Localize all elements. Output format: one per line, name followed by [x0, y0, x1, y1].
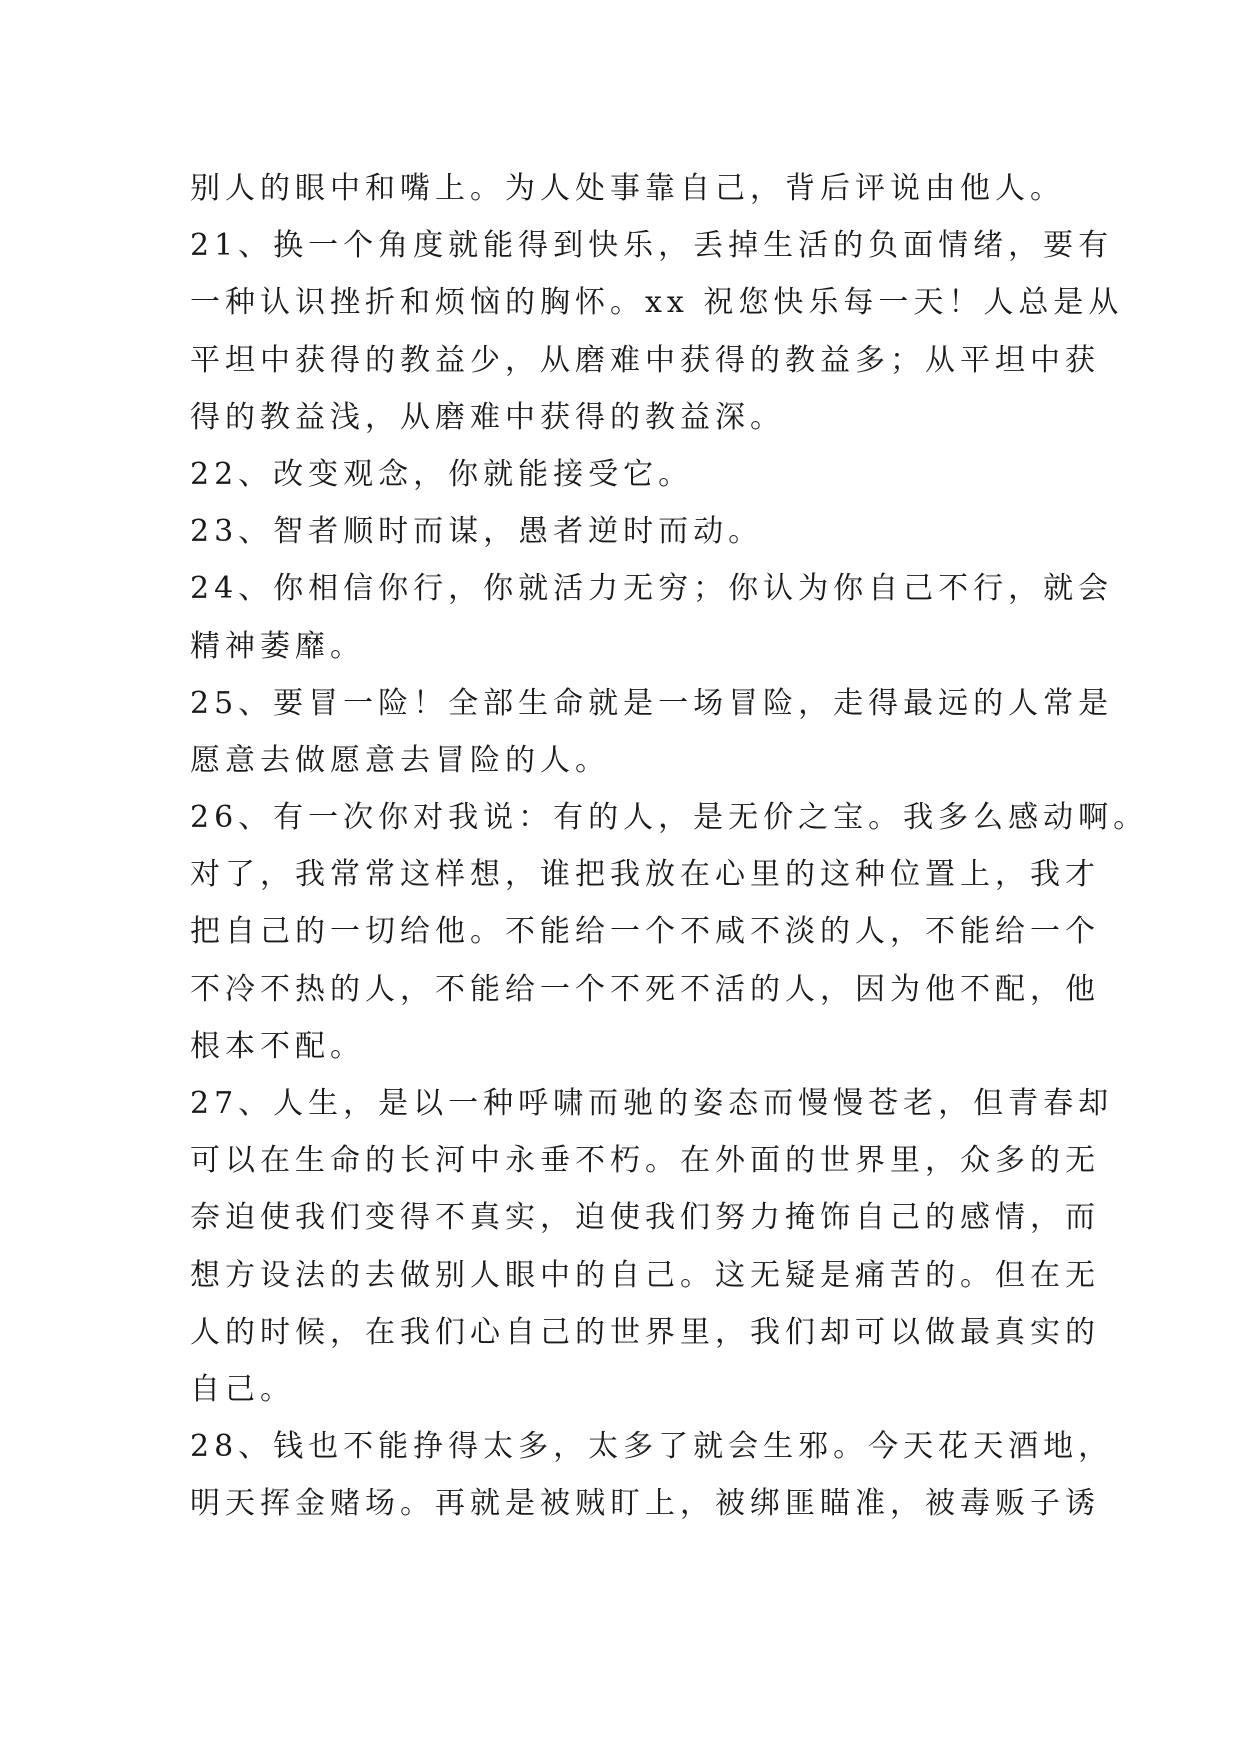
text-line: 22、改变观念，你就能接受它。 — [190, 456, 694, 492]
text-line: 自己。 — [190, 1371, 295, 1407]
text-line: 精神萎靡。 — [190, 628, 365, 664]
text-line: 得的教益浅，从磨难中获得的教益深。 — [190, 399, 785, 435]
text-line: 对了，我常常这样想，谁把我放在心里的这种位置上，我才 — [190, 857, 1100, 893]
text-line: 别人的眼中和嘴上。为人处事靠自己，背后评说由他人。 — [190, 171, 1065, 206]
text-line: 一种认识挫折和烦恼的胸怀。xx 祝您快乐每一天！人总是从 — [190, 285, 1124, 321]
text-line: 人的时候，在我们心自己的世界里，我们却可以做最真实的 — [190, 1314, 1100, 1350]
text-line: 想方设法的去做别人眼中的自己。这无疑是痛苦的。但在无 — [190, 1257, 1100, 1293]
text-line: 28、钱也不能挣得太多，太多了就会生邪。今天花天酒地， — [190, 1429, 1114, 1465]
text-line: 不冷不热的人，不能给一个不死不活的人，因为他不配，他 — [190, 971, 1100, 1007]
text-line: 可以在生命的长河中永垂不朽。在外面的世界里，众多的无 — [190, 1143, 1100, 1179]
text-line: 愿意去做愿意去冒险的人。 — [190, 742, 610, 778]
text-line: 26、有一次你对我说：有的人，是无价之宝。我多么感动啊。 — [190, 800, 1149, 836]
text-line: 24、你相信你行，你就活力无穷；你认为你自己不行，就会 — [190, 571, 1114, 607]
text-line: 23、智者顺时而谋，愚者逆时而动。 — [190, 514, 764, 550]
text-line: 明天挥金赌场。再就是被贼盯上，被绑匪瞄准，被毒贩子诱 — [190, 1486, 1100, 1522]
text-line: 25、要冒一险！全部生命就是一场冒险，走得最远的人常是 — [190, 685, 1114, 721]
text-line: 27、人生，是以一种呼啸而驰的姿态而慢慢苍老，但青春却 — [190, 1086, 1114, 1121]
text-line: 21、换一个角度就能得到快乐，丢掉生活的负面情绪，要有 — [190, 228, 1114, 264]
body-text — [190, 160, 1149, 1533]
text-line: 根本不配。 — [190, 1028, 365, 1064]
text-line: 平坦中获得的教益少，从磨难中获得的教益多；从平坦中获 — [190, 342, 1100, 378]
text-line: 奈迫使我们变得不真实，迫使我们努力掩饰自己的感情，而 — [190, 1200, 1100, 1236]
text-line: 把自己的一切给他。不能给一个不咸不淡的人，不能给一个 — [190, 914, 1100, 950]
